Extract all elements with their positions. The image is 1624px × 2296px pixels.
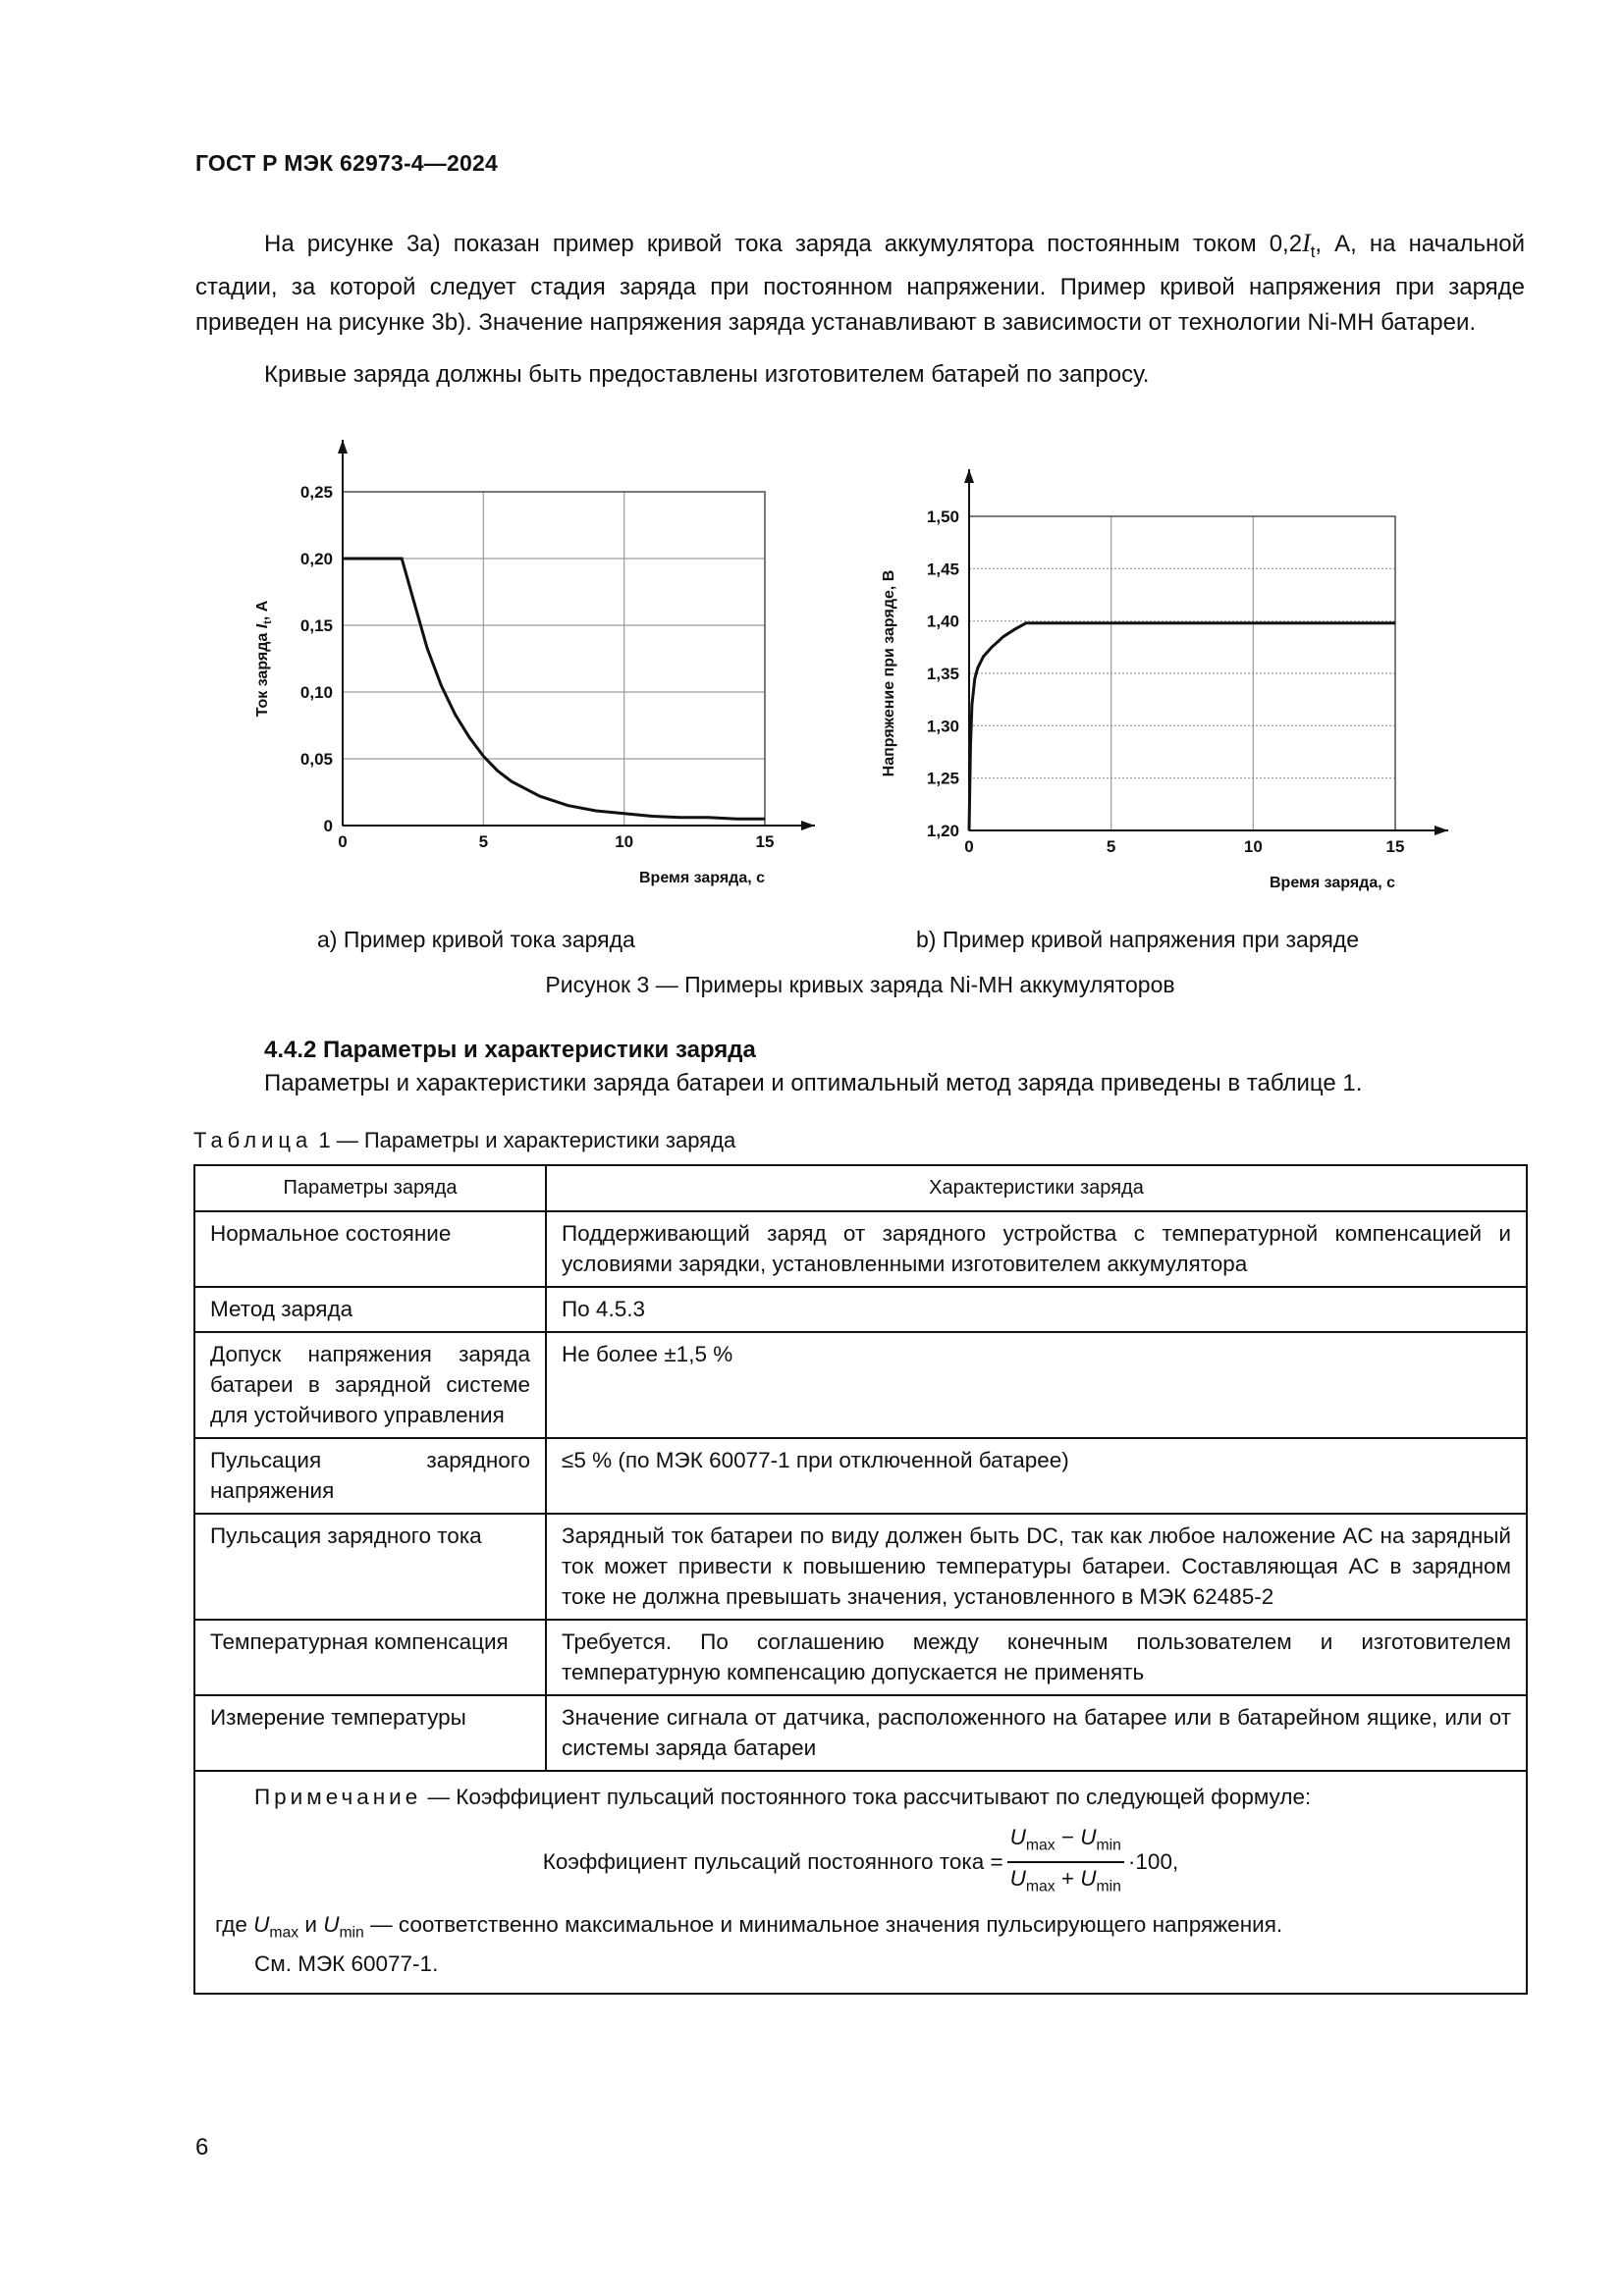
x-axis-label: Время заряда, с	[1269, 875, 1395, 891]
table-cell-value: Требуется. По соглашению между конечным пользователем и изготовителем температурную компенсацию допускается не применять	[546, 1620, 1527, 1695]
chart-voltage-svg	[864, 452, 1473, 903]
table-cell-param: Метод заряда	[194, 1287, 546, 1332]
paragraph-1	[195, 226, 1525, 341]
y-axis-label: Ток заряда $I_t$, А	[254, 600, 274, 718]
table-cell-param: Пульсация зарядного напряжения	[194, 1438, 546, 1514]
x-tick-label: 0	[338, 832, 348, 851]
formula-lhs: Коэффициент пульсаций постоянного тока =	[542, 1849, 1003, 1874]
x-axis-arrow	[801, 821, 815, 830]
table-cell-value: ≤5 % (по МЭК 60077-1 при отключенной батарее)	[546, 1438, 1527, 1514]
y-tick-label: 1,45	[926, 560, 959, 579]
series-line-voltage	[969, 623, 1395, 830]
table-cell-param: Измерение температуры	[194, 1695, 546, 1771]
table-caption	[193, 1128, 735, 1153]
y-tick-label: 1,25	[926, 769, 959, 788]
table-note-row	[194, 1771, 1527, 1994]
section-heading: 4.4.2 Параметры и характеристики заряда	[264, 1037, 756, 1063]
u-symbol: U	[253, 1912, 270, 1937]
x-tick-label: 0	[964, 837, 974, 856]
table-cell-param: Допуск напряжения заряда батареи в зарядной системе для устойчивого управления	[194, 1332, 546, 1438]
note-intro-text: — Коэффициент пульсаций постоянного тока рассчитывают по следующей формуле:	[421, 1785, 1312, 1809]
table-row	[194, 1438, 1527, 1514]
table-caption-rest: 1 — Параметры и характеристики заряда	[312, 1128, 736, 1152]
table-caption-word: Таблица	[193, 1128, 313, 1152]
table-cell-value: Поддерживающий заряд от зарядного устройства с температурной компенсацией и условиями зарядки, установленными изготовителем аккумулятора	[546, 1211, 1527, 1287]
figure-title: Рисунок 3 — Примеры кривых заряда Ni-MH аккумуляторов	[545, 972, 1175, 997]
plus-operator: +	[1055, 1865, 1081, 1891]
table-row	[194, 1514, 1527, 1620]
x-axis-arrow	[1435, 826, 1448, 835]
note-see: См. МЭК 60077-1.	[254, 1950, 439, 1976]
charge-parameters-table	[193, 1164, 1528, 1995]
x-tick-label: 5	[1106, 837, 1116, 856]
table-cell-value: По 4.5.3	[546, 1287, 1527, 1332]
x-tick-label: 10	[1243, 837, 1263, 856]
table-cell-value: Значение сигнала от датчика, расположенного на батарее или в батарейном ящике, или от системы заряда батареи	[546, 1695, 1527, 1771]
max-subscript: max	[269, 1924, 299, 1942]
u-symbol: U	[1080, 1825, 1097, 1849]
min-subscript: min	[339, 1924, 364, 1942]
u-symbol: U	[1080, 1865, 1097, 1891]
note-intro	[215, 1782, 1506, 1812]
x-tick-label: 5	[478, 832, 489, 851]
document-header: ГОСТ Р МЭК 62973-4—2024	[195, 150, 498, 176]
table-row	[194, 1332, 1527, 1438]
y-tick-label: 0,20	[299, 550, 333, 568]
where-prefix: где	[215, 1912, 254, 1937]
ripple-formula	[215, 1822, 1506, 1901]
plot-frame	[343, 492, 765, 826]
figure-caption-a: а) Пример кривой тока заряда	[317, 927, 635, 952]
section-paragraph: Параметры и характеристики заряда батареи и оптимальный метод заряда приведены в таблице 1.	[264, 1070, 1363, 1096]
y-tick-label: 0,15	[299, 616, 333, 635]
table-cell-value: Зарядный ток батареи по виду должен быть DC, так как любое наложение AC на зарядный ток может привести к повышению температуры батареи. Составляющая AC в зарядном токе не должна превышать значения, установленного в МЭК 62485-2	[546, 1514, 1527, 1620]
y-axis-arrow	[964, 469, 974, 483]
y-tick-label: 1,40	[926, 612, 959, 631]
where-and: и	[298, 1912, 324, 1937]
table-cell-param: Нормальное состояние	[194, 1211, 546, 1287]
x-tick-label: 15	[1385, 837, 1405, 856]
y-tick-label: 1,35	[926, 665, 959, 683]
y-tick-label: 1,30	[926, 717, 959, 736]
note-where	[215, 1909, 1506, 1949]
where-rest: — соответственно максимальное и минимальное значения пульсирующего напряжения.	[363, 1912, 1283, 1937]
chart-current	[245, 432, 835, 903]
y-axis-label: Напряжение при заряде, В	[881, 569, 897, 777]
table-row	[194, 1287, 1527, 1332]
paragraph-2: Кривые заряда должны быть предоставлены изготовителем батарей по запросу.	[264, 361, 1150, 388]
current-symbol: I	[1302, 229, 1311, 257]
table-row	[194, 1620, 1527, 1695]
paragraph-1-text-a: На рисунке 3а) показан пример кривой тока заряда аккумулятора постоянным током 0,2	[264, 231, 1303, 257]
series-line-current	[343, 559, 765, 819]
x-tick-label: 15	[755, 832, 775, 851]
x-axis-label: Время заряда, с	[638, 870, 765, 886]
formula-numerator	[1007, 1822, 1124, 1863]
y-tick-label: 1,20	[926, 822, 959, 840]
max-subscript: max	[1025, 1837, 1056, 1854]
table-row	[194, 1695, 1527, 1771]
table-header-cell: Характеристики заряда	[546, 1165, 1527, 1211]
table-cell-value: Не более ±1,5 %	[546, 1332, 1527, 1438]
table-cell-param: Температурная компенсация	[194, 1620, 546, 1695]
table-row	[194, 1211, 1527, 1287]
y-tick-label: 0,10	[299, 683, 333, 702]
u-symbol: U	[1009, 1865, 1026, 1891]
y-axis-arrow	[338, 440, 348, 454]
max-subscript: max	[1025, 1878, 1056, 1895]
min-subscript: min	[1096, 1878, 1121, 1895]
u-symbol: U	[1009, 1825, 1026, 1849]
table-cell-param: Пульсация зарядного тока	[194, 1514, 546, 1620]
table-note	[194, 1771, 1527, 1994]
figure-caption-b: b) Пример кривой напряжения при заряде	[916, 927, 1360, 952]
chart-voltage	[864, 452, 1473, 903]
page-number: 6	[195, 2134, 209, 2161]
formula-fraction	[1007, 1822, 1124, 1901]
y-tick-label: 0,05	[299, 750, 333, 769]
formula-denominator	[1007, 1863, 1124, 1902]
u-symbol: U	[323, 1912, 340, 1937]
min-subscript: min	[1096, 1837, 1121, 1854]
chart-current-svg	[245, 432, 835, 903]
y-tick-label: 1,50	[926, 507, 959, 526]
note-label: Примечание	[254, 1785, 422, 1809]
table-header-cell: Параметры заряда	[194, 1165, 546, 1211]
x-tick-label: 10	[615, 832, 634, 851]
y-tick-label: 0,25	[299, 483, 333, 502]
minus-operator: −	[1055, 1825, 1081, 1849]
paragraph-1-text-b: , А, на начальной стадии, за которой следует стадия заряда при постоянном напряжении. Пример кривой напряжения при заряде приведен на рисунке 3b). Значение напряжения заряда устанавливают в зависимости от технологии Ni-MH батареи.	[195, 231, 1526, 336]
y-tick-label: 0	[323, 817, 333, 835]
formula-tail: ·100,	[1127, 1849, 1179, 1874]
current-subscript: t	[1310, 241, 1316, 261]
table-header-row	[194, 1165, 1527, 1211]
